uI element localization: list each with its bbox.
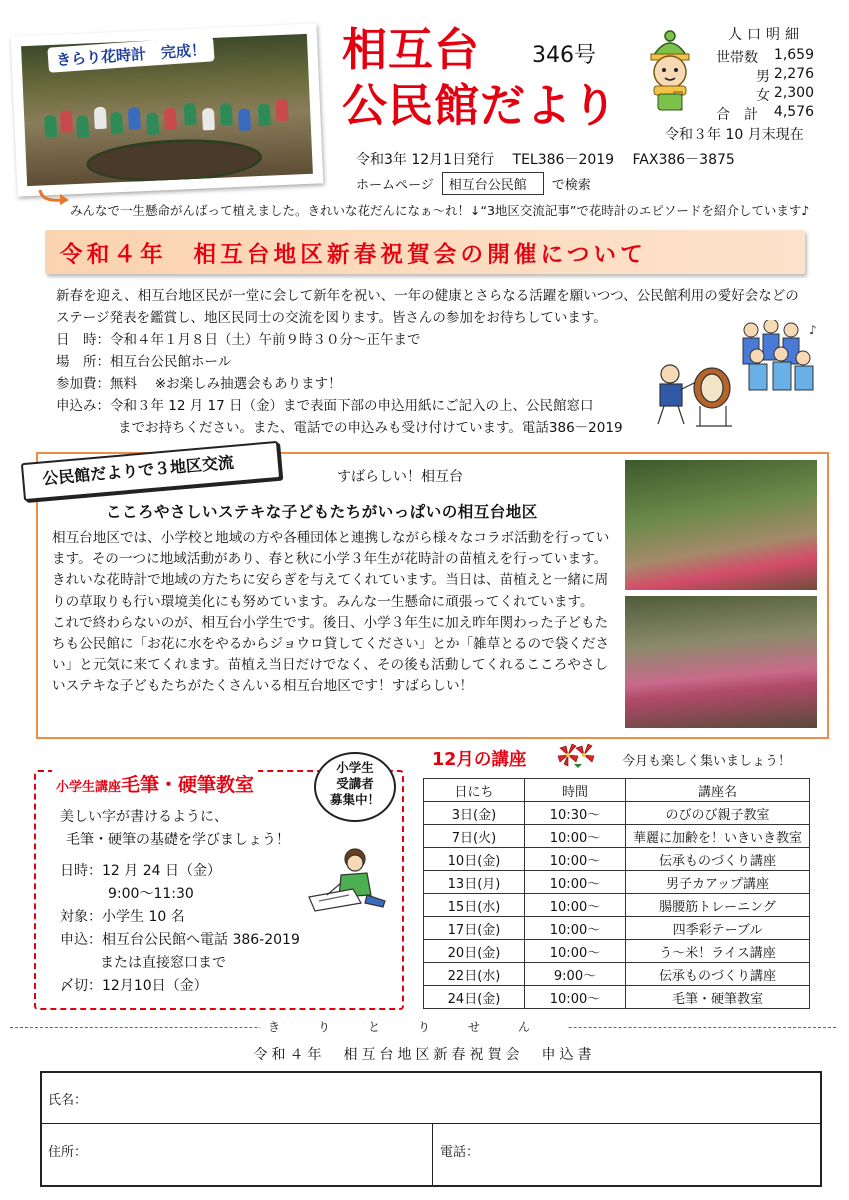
table-row bbox=[424, 871, 810, 894]
table-row bbox=[424, 963, 810, 986]
cell-lecture: 男子カアップ講座 bbox=[626, 871, 810, 894]
cell-lecture: 毛筆・硬筆教室 bbox=[626, 986, 810, 1009]
newsletter-title: 相互台 公民館だより bbox=[342, 23, 619, 132]
flowerbed-photo-planting bbox=[625, 596, 817, 728]
cell-date: 13日(月) bbox=[424, 871, 525, 894]
newyear-intro: 新春を迎え、相互台地区民が一堂に会して新年を祝い、一年の健康とさらなる活躍を願いつつ、公民館利用の愛好会などのステージ発表を鑑賞し、地区民同士の交流を図ります。皆さんの参加をお待ちしています。 bbox=[56, 288, 799, 326]
exchange-headline: こころやさしいステキな子どもたちがいっぱいの相互台地区 bbox=[106, 503, 538, 521]
cell-date: 3日(金) bbox=[424, 802, 525, 825]
cell-lecture: う～米！ライス講座 bbox=[626, 940, 810, 963]
choir-illustration bbox=[737, 320, 821, 392]
cell-time: 10:30～ bbox=[525, 802, 626, 825]
table-row bbox=[424, 940, 810, 963]
lectures-heading: 12月の講座 bbox=[432, 750, 527, 770]
cell-time: 10:00～ bbox=[525, 986, 626, 1009]
calligraphy-apply-1: 申込：相互台公民館へ電話 386-2019 bbox=[60, 932, 300, 948]
exchange-body bbox=[52, 528, 614, 698]
cell-lecture: のびのび親子教室 bbox=[626, 802, 810, 825]
homepage-suffix: で検索 bbox=[551, 178, 591, 193]
cell-date: 20日(金) bbox=[424, 940, 525, 963]
table-header-row bbox=[424, 779, 810, 802]
cell-date: 7日(火) bbox=[424, 825, 525, 848]
newyear-datetime: 日 時：令和４年１月８日（土）午前９時３０分～正午まで bbox=[56, 332, 421, 348]
exchange-paragraph-1: 相互台地区では、小学校と地域の方や各種団体と連携しながら様々なコラボ活動を行っています。その一つに地域活動があり、春と秋に小学３年生が花時計の苗植えを行っています。きれいな花時計で地域の方たちに安らぎを与えてくれています。当日は、苗植えと一緒に周りの草取りも行い環境美化にも努めています。みんな一生懸命に頑張ってくれています。 bbox=[52, 530, 610, 610]
population-row-male: 男 2,276 bbox=[756, 66, 814, 85]
taiko-drummer-illustration bbox=[652, 360, 740, 428]
photo-caption-tag: きらり花時計 完成！ bbox=[47, 36, 214, 73]
newyear-place: 場 所：相互台公民館ホール bbox=[56, 354, 232, 370]
table-row bbox=[424, 848, 810, 871]
curved-arrow-icon bbox=[36, 188, 72, 208]
flowerbed-photo-watering bbox=[625, 460, 817, 590]
cell-time: 10:00～ bbox=[525, 894, 626, 917]
calligraphy-lead-1: 美しい字が書けるように、 bbox=[60, 809, 228, 825]
population-row-households: 世帯数 1,659 bbox=[716, 47, 814, 66]
population-row-female: 女 2,300 bbox=[756, 85, 814, 104]
cell-lecture: 四季彩テーブル bbox=[626, 917, 810, 940]
cell-lecture: 伝承ものづくり講座 bbox=[626, 963, 810, 986]
lectures-note: 今月も楽しく集いましょう！ bbox=[622, 754, 792, 769]
table-row bbox=[424, 894, 810, 917]
calligraphy-apply-2: または直接窓口まで bbox=[100, 955, 226, 971]
cell-time: 10:00～ bbox=[525, 871, 626, 894]
column-header-date: 日にち bbox=[424, 779, 525, 802]
calligraphy-target: 対象：小学生 10 名 bbox=[60, 909, 185, 925]
cell-time: 9:00～ bbox=[525, 963, 626, 986]
calligraphy-title: 小学生講座毛筆・硬筆教室 bbox=[52, 770, 258, 797]
poinsettia-icon bbox=[556, 742, 596, 768]
table-row bbox=[424, 917, 810, 940]
recruiting-bubble: 小学生 受講者 募集中！ bbox=[314, 752, 396, 822]
cell-date: 24日(金) bbox=[424, 986, 525, 1009]
newyear-apply-line2: までお持ちください。また、電話での申込みも受け付けています。電話386－2019 bbox=[118, 420, 623, 436]
cell-lecture: 腸腰筋トレーニング bbox=[626, 894, 810, 917]
cell-time: 10:00～ bbox=[525, 917, 626, 940]
table-row bbox=[424, 986, 810, 1009]
cell-date: 17日(金) bbox=[424, 917, 525, 940]
cell-time: 10:00～ bbox=[525, 825, 626, 848]
calligraphy-deadline: 〆切：12月10日（金） bbox=[60, 978, 208, 994]
column-header-time: 時間 bbox=[525, 779, 626, 802]
population-row-total: 合 計 4,576 bbox=[716, 104, 814, 123]
phone-field-label: 電話： bbox=[440, 1145, 480, 1160]
homepage-search-box: 相互台公民館 bbox=[442, 172, 544, 195]
exchange-paragraph-2: これで終わらないのが、相互台小学生です。後日、小学３年生に加え昨年関わった子どもたちも公民館に「お花に水をやるからジョウロ貸してください」とか「雑草とるので袋ください」と元気に来てくれます。苗植え当日だけでなく、その後も活動してくれるこころやさしいステキな子どもたちがたくさんいる相互台地区です！すばらしい！ bbox=[52, 614, 610, 695]
population-heading: 人口明細 bbox=[728, 27, 804, 43]
homepage-label: ホームページ bbox=[356, 178, 434, 193]
cell-lecture: 伝承ものづくり講座 bbox=[626, 848, 810, 871]
address-field-label: 住所： bbox=[48, 1145, 88, 1160]
column-header-lecture: 講座名 bbox=[626, 779, 810, 802]
cell-date: 22日(水) bbox=[424, 963, 525, 986]
svg-text:♪: ♪ bbox=[809, 323, 817, 337]
exchange-subtitle: すばらしい！相互台 bbox=[337, 469, 463, 485]
application-form-title: 令和４年 相互台地区新春祝賀会 申込書 bbox=[253, 1047, 596, 1063]
homepage-search bbox=[356, 172, 591, 195]
calligraphy-time: 9:00～11:30 bbox=[108, 886, 194, 902]
name-field-label: 氏名： bbox=[48, 1093, 88, 1108]
calligraphy-lead-2: 毛筆・硬筆の基礎を学びましょう！ bbox=[66, 832, 290, 848]
writing-child-illustration bbox=[305, 845, 391, 915]
cell-date: 10日(金) bbox=[424, 848, 525, 871]
issue-contact-line: 令和3年 12月1日発行 TEL386－2019 FAX386－3875 bbox=[356, 152, 735, 168]
application-form bbox=[40, 1071, 822, 1187]
table-row bbox=[424, 825, 810, 848]
exchange-tag: 公民館だよりで３地区交流 bbox=[41, 452, 235, 489]
photo-note: みんなで一生懸命がんばって植えました。きれいな花だんになぁ～れ！↓“3地区交流記事”で花時計のエピソードを紹介しています♪ bbox=[70, 203, 810, 218]
cell-time: 10:00～ bbox=[525, 848, 626, 871]
cell-date: 15日(水) bbox=[424, 894, 525, 917]
table-row bbox=[424, 802, 810, 825]
calligraphy-date: 日時：12 月 24 日（金） bbox=[60, 863, 221, 879]
newyear-fee: 参加費：無料 ※お楽しみ抽選会もあります！ bbox=[56, 376, 342, 392]
newyear-banner-title: 令和４年 相互台地区新春祝賀会の開催について bbox=[60, 242, 647, 268]
cell-time: 10:00～ bbox=[525, 940, 626, 963]
issue-number: 346号 bbox=[532, 43, 596, 68]
population-as-of: 令和３年 10 月末現在 bbox=[665, 127, 804, 143]
mascot-illustration bbox=[640, 28, 700, 112]
lecture-schedule-table bbox=[423, 778, 810, 1009]
cut-line-label: きりとりせん bbox=[260, 1018, 568, 1035]
newyear-apply-line1: 申込み：令和３年 12 月 17 日（金）まで表面下部の申込用紙にご記入の上、公民館窓口 bbox=[56, 398, 594, 414]
cell-lecture: 華麗に加齢を！いきいき教室 bbox=[626, 825, 810, 848]
